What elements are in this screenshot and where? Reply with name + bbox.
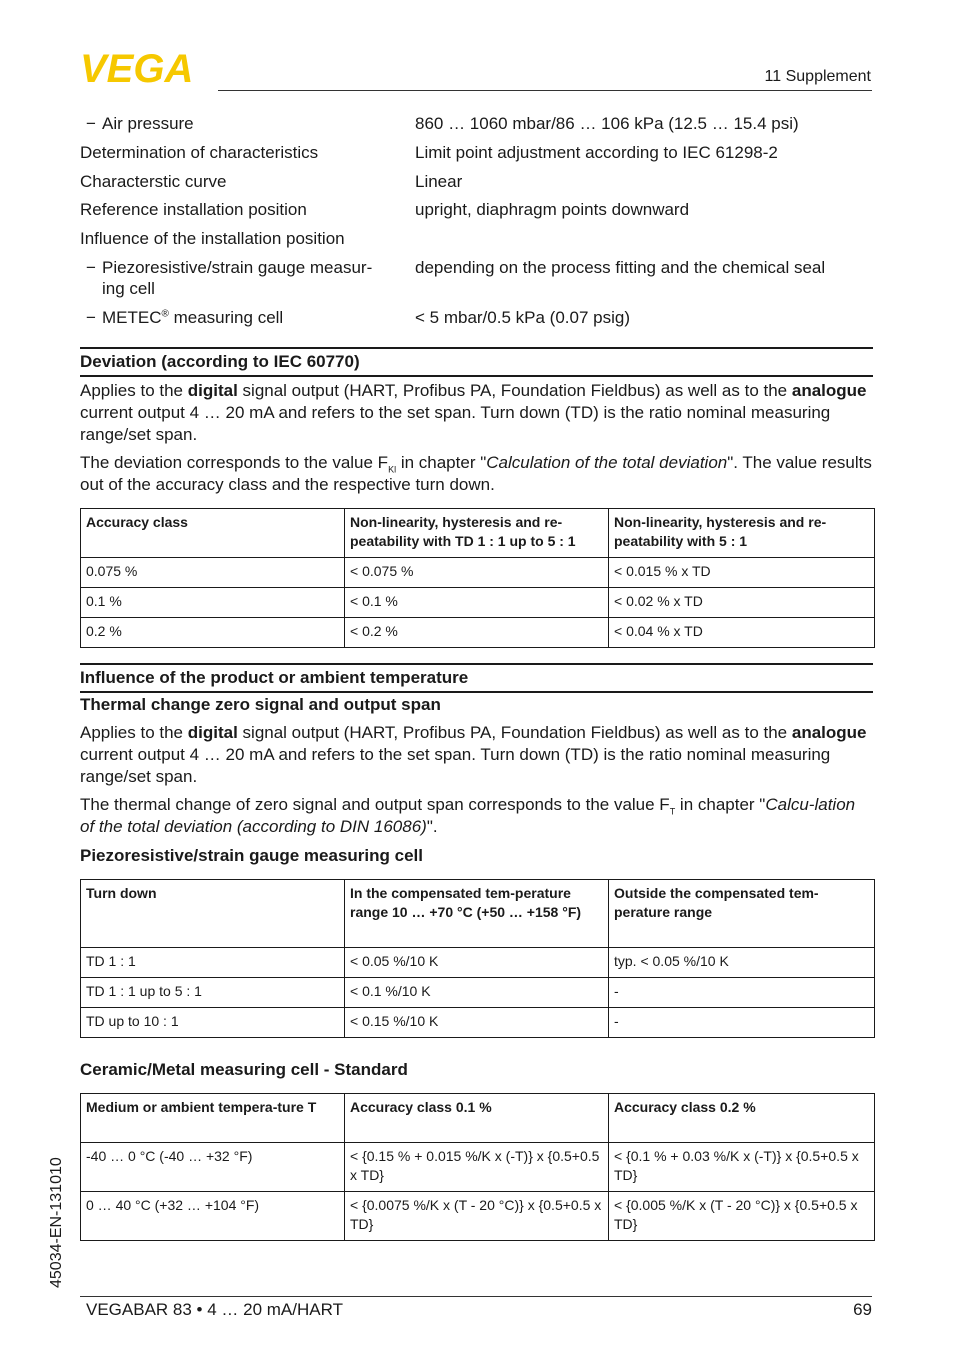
temperature-heading [80, 663, 873, 693]
table-cell: < {0.005 %/K x (T - 20 °C)} x {0.5+0.5 x TD} [609, 1192, 875, 1241]
spec-value: depending on the process fitting and the chemical seal [415, 258, 826, 277]
temperature-paragraph-2: The thermal change of zero signal and output span corresponds to the value $F_T$ in chapter "Calcu-lation of the total deviation (according to DIN 16086)". [80, 795, 856, 836]
spec-label: Piezoresistive/strain gauge measur- [102, 258, 373, 277]
table-cell: - [609, 978, 875, 1008]
spec-label: Air pressure [102, 114, 194, 133]
piezo-table [80, 879, 875, 1038]
table-row [81, 618, 875, 648]
deviation-paragraph-1: Applies to the digital signal output (HART, Profibus PA, Foundation Fieldbus) as well as to the analogue current output 4 … 20 mA and refers to the set span. Turn down (TD) is the ratio nominal measuring range/set span. [80, 381, 867, 444]
spec-label: Influence of the installation position [80, 229, 345, 248]
table-cell: 0 … 40 °C (+32 … +104 °F) [81, 1192, 345, 1241]
spec-label: Determination of characteristics [80, 143, 319, 162]
table-cell: < 0.05 %/10 K [345, 948, 609, 978]
vega-logo [80, 50, 212, 84]
table-row [81, 978, 875, 1008]
table-header-row [81, 880, 875, 948]
table-header: Accuracy class [81, 509, 345, 558]
table-row [81, 1008, 875, 1038]
table-header: Non-linearity, hysteresis and re-peatability with 5 : 1 [609, 509, 875, 558]
table-header: Outside the compensated tem-perature range [609, 880, 875, 948]
piezo-subheading: Piezoresistive/strain gauge measuring cell [80, 846, 423, 865]
ceramic-table [80, 1093, 875, 1241]
table-cell: typ. < 0.05 %/10 K [609, 948, 875, 978]
table-header: In the compensated tem-perature range 10 … +70 °C (+50 … +158 °F) [345, 880, 609, 948]
table-cell: < 0.04 % x TD [609, 618, 875, 648]
table-row [81, 1143, 875, 1192]
footer-product: VEGABAR 83 • 4 … 20 mA/HART [86, 1300, 343, 1319]
spec-label: METEC [102, 308, 162, 327]
table-cell: 0.1 % [81, 588, 345, 618]
spec-value: 860 … 1060 mbar/86 … 106 kPa (12.5 … 15.4 psi) [415, 114, 799, 133]
page-number: 69 [853, 1300, 872, 1319]
accuracy-table [80, 508, 875, 648]
table-row [81, 948, 875, 978]
footer-divider [80, 1296, 872, 1297]
header-divider [218, 90, 872, 91]
temperature-paragraph-1: Applies to the digital signal output (HART, Profibus PA, Foundation Fieldbus) as well as to the analogue current output 4 … 20 mA and refers to the set span. Turn down (TD) is the ratio nominal measuring range/set span. [80, 723, 867, 786]
table-cell: < 0.2 % [345, 618, 609, 648]
registered-mark: ® [161, 308, 169, 320]
spec-label-suffix: measuring cell [168, 308, 284, 327]
deviation-heading-text: Deviation (according to IEC 60770) [80, 352, 360, 371]
table-header-row [81, 1094, 875, 1143]
section-label: 11 Supplement [764, 68, 871, 85]
table-cell: TD 1 : 1 [81, 948, 345, 978]
brand-text: VEGA [80, 50, 194, 84]
table-cell: < 0.1 % [345, 588, 609, 618]
table-header: Non-linearity, hysteresis and re-peatability with TD 1 : 1 up to 5 : 1 [345, 509, 609, 558]
table-header: Accuracy class 0.1 % [345, 1094, 609, 1143]
table-header: Medium or ambient tempera-ture T [81, 1094, 345, 1143]
table-cell: - [609, 1008, 875, 1038]
spec-label: Reference installation position [80, 200, 307, 219]
table-row [81, 558, 875, 588]
table-cell: -40 … 0 °C (-40 … +32 °F) [81, 1143, 345, 1192]
deviation-paragraph-2: The deviation corresponds to the value $F_{Kl}$ in chapter "Calculation of the total deviation". The value results out of the accuracy class and the respective turn down. [80, 453, 872, 494]
spec-value: Linear [415, 172, 463, 191]
temperature-heading-text: Influence of the product or ambient temperature [80, 668, 469, 687]
table-cell: 0.2 % [81, 618, 345, 648]
table-cell: < 0.02 % x TD [609, 588, 875, 618]
ceramic-subheading: Ceramic/Metal measuring cell - Standard [80, 1060, 408, 1079]
table-cell: < {0.1 % + 0.03 %/K x (-T)} x {0.5+0.5 x TD} [609, 1143, 875, 1192]
table-cell: < 0.15 %/10 K [345, 1008, 609, 1038]
table-cell: < 0.1 %/10 K [345, 978, 609, 1008]
document-code: 45034-EN-131010 [48, 1157, 65, 1288]
spec-label: Characterstic curve [80, 172, 227, 191]
deviation-heading [80, 347, 873, 377]
spec-value: < 5 mbar/0.5 kPa (0.07 psig) [415, 308, 630, 327]
table-row [81, 588, 875, 618]
table-cell: < {0.0075 %/K x (T - 20 °C)} x {0.5+0.5 x TD} [345, 1192, 609, 1241]
table-cell: < {0.15 % + 0.015 %/K x (-T)} x {0.5+0.5 x TD} [345, 1143, 609, 1192]
table-header: Turn down [81, 880, 345, 948]
spec-value: upright, diaphragm points downward [415, 200, 690, 219]
table-row [81, 1192, 875, 1241]
table-header-row [81, 509, 875, 558]
table-cell: < 0.075 % [345, 558, 609, 588]
table-header: Accuracy class 0.2 % [609, 1094, 875, 1143]
table-cell: TD 1 : 1 up to 5 : 1 [81, 978, 345, 1008]
table-cell: 0.075 % [81, 558, 345, 588]
table-cell: < 0.015 % x TD [609, 558, 875, 588]
table-cell: TD up to 10 : 1 [81, 1008, 345, 1038]
spec-value: Limit point adjustment according to IEC 61298-2 [415, 143, 778, 162]
spec-label-cont: ing cell [102, 279, 155, 298]
thermal-subheading: Thermal change zero signal and output span [80, 695, 441, 714]
